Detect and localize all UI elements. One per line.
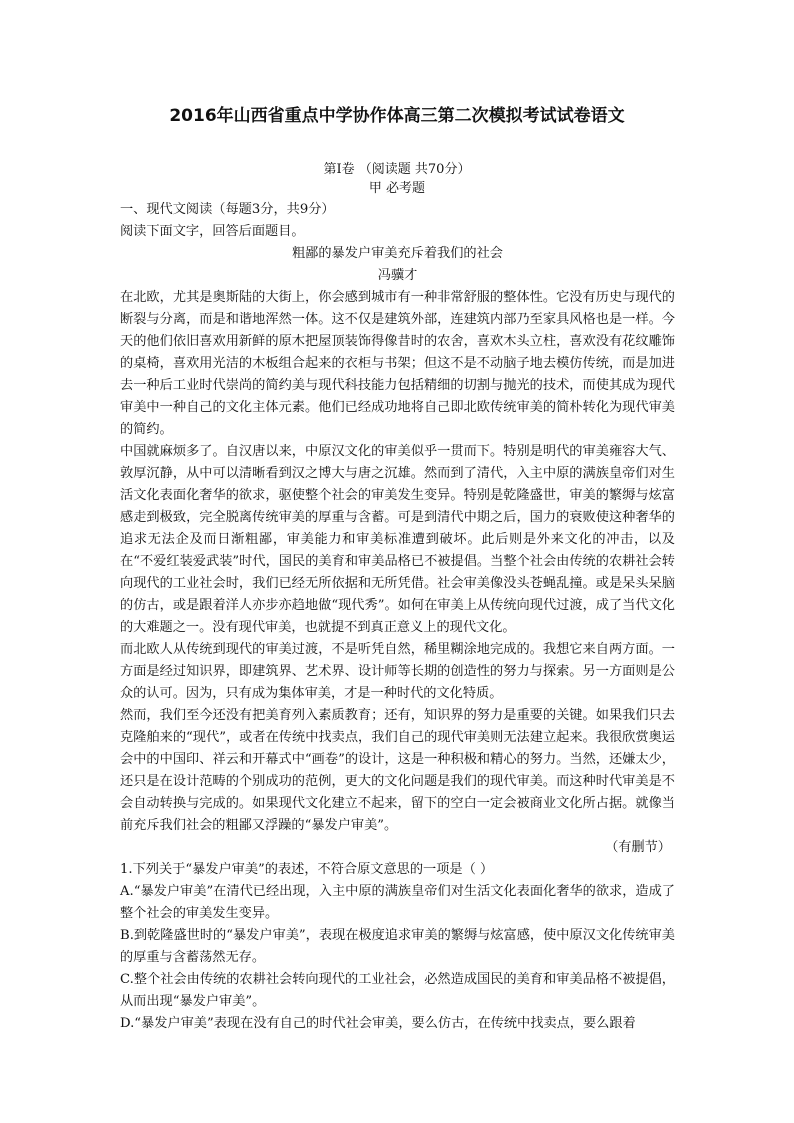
document-title: 2016年山西省重点中学协作体高三第二次模拟考试试卷语文 [169, 106, 625, 126]
article-paragraph-1: 在北欧，尤其是奥斯陆的大街上，你会感到城市有一种非常舒服的整体性。它没有历史与现代的断裂与分离，而是和谐地浑然一体。这不仅是建筑外部，连建筑内部乃至家具风格也是一样。今天的他们依旧喜欢用新鲜的原木把屋顶装饰得像昔时的农舍，喜欢木头立柱，喜欢没有花纹雕饰的桌椅，喜欢用光洁的木板组合起来的衣柜与书架；但这不是不动脑子地去模仿传统，而是加进去一种后工业时代崇尚的简约美与现代科技能力包括精细的切割与抛光的技术，而使其成为现代审美中一种自己的文化主体元素。他们已经成功地将自己即北欧传统审美的简朴转化为现代审美的简约。 [120, 290, 675, 437]
question-option-c: C.整个社会由传统的农耕社会转向现代的工业社会，必然造成国民的美育和审美品格不被提倡，从而出现“暴发户审美”。 [120, 972, 675, 1009]
section-label: 甲 必考题 [368, 181, 426, 196]
part-heading: 一、现代文阅读（每题3分，共9分） [120, 202, 335, 217]
question-option-a: A.“暴发户审美”在清代已经出现，入主中原的满族皇帝们对生活文化表面化奢华的欲求，造成了整个社会的审美发生变异。 [120, 884, 675, 921]
article-title: 粗鄙的暴发户审美充斥着我们的社会 [292, 246, 503, 261]
article-paragraph-3: 而北欧人从传统到现代的审美过渡，不是听凭自然，稀里糊涂地完成的。我想它来自两方面。一方面是经过知识界，即建筑界、艺术界、设计师等长期的创造性的努力与探索。另一方面则是公众的认可。因为，只有成为集体审美，才是一种时代的文化特质。 [120, 642, 675, 701]
document-body [120, 199, 675, 1035]
question-stem: 1.下列关于“暴发户审美”的表述，不符合原文意思的一项是（ ） [120, 862, 494, 877]
article-paragraph-4: 然而，我们至今还没有把美育列入素质教育；还有，知识界的努力是重要的关键。如果我们只去克隆舶来的“现代”，或者在传统中找卖点，我们自己的现代审美则无法建立起来。我很欣赏奥运会中的中国印、祥云和开幕式中“画卷”的设计，这是一种积极和精心的努力。当然，还嫌太少，还只是在设计范畴的个别成功的范例，更大的文化问题是我们的现代审美。而这种时代审美是不会自动转换与完成的。如果现代文化建立不起来，留下的空白一定会被商业文化所占据。就像当前充斥我们社会的粗鄙又浮躁的“暴发户审美”。 [120, 708, 675, 833]
reading-instruction: 阅读下面文字，回答后面题目。 [120, 224, 305, 239]
question-option-d: D.“暴发户审美”表现在没有自己的时代社会审美，要么仿古，在传统中找卖点，要么跟着 [120, 1016, 636, 1031]
question-option-b: B.到乾隆盛世时的“暴发户审美”，表现在极度追求审美的繁缛与炫富感，使中原汉文化传统审美的厚重与含蓄荡然无存。 [120, 928, 675, 965]
volume-heading: 第Ⅰ卷 （阅读题 共70分） [323, 162, 471, 177]
article-author: 冯骥才 [377, 268, 418, 283]
article-paragraph-2: 中国就麻烦多了。自汉唐以来，中原汉文化的审美似乎一贯而下。特别是明代的审美雍容大气、敦厚沉静，从中可以清晰看到汉之博大与唐之沉雄。然而到了清代，入主中原的满族皇帝们对生活文化表面化奢华的欲求，驱使整个社会的审美发生变异。特别是乾隆盛世，审美的繁缛与炫富感走到极致，完全脱离传统审美的厚重与含蓄。可是到清代中期之后，国力的衰败使这种奢华的追求无法企及而日渐粗鄙，审美能力和审美标准遭到破坏。此后则是外来文化的冲击，以及在“不爱红装爱武装”时代，国民的美育和审美品格已不被提倡。当整个社会由传统的农耕社会转向现代的工业社会时，我们已经无所依据和无所凭借。社会审美像没头苍蝇乱撞。或是呆头呆脑的仿古，或是跟着洋人亦步亦趋地做“现代秀”。如何在审美上从传统向现代过渡，成了当代文化的大难题之一。没有现代审美，也就提不到真正意义上的现代文化。 [120, 444, 675, 635]
abridged-note: （有删节） [605, 840, 671, 855]
